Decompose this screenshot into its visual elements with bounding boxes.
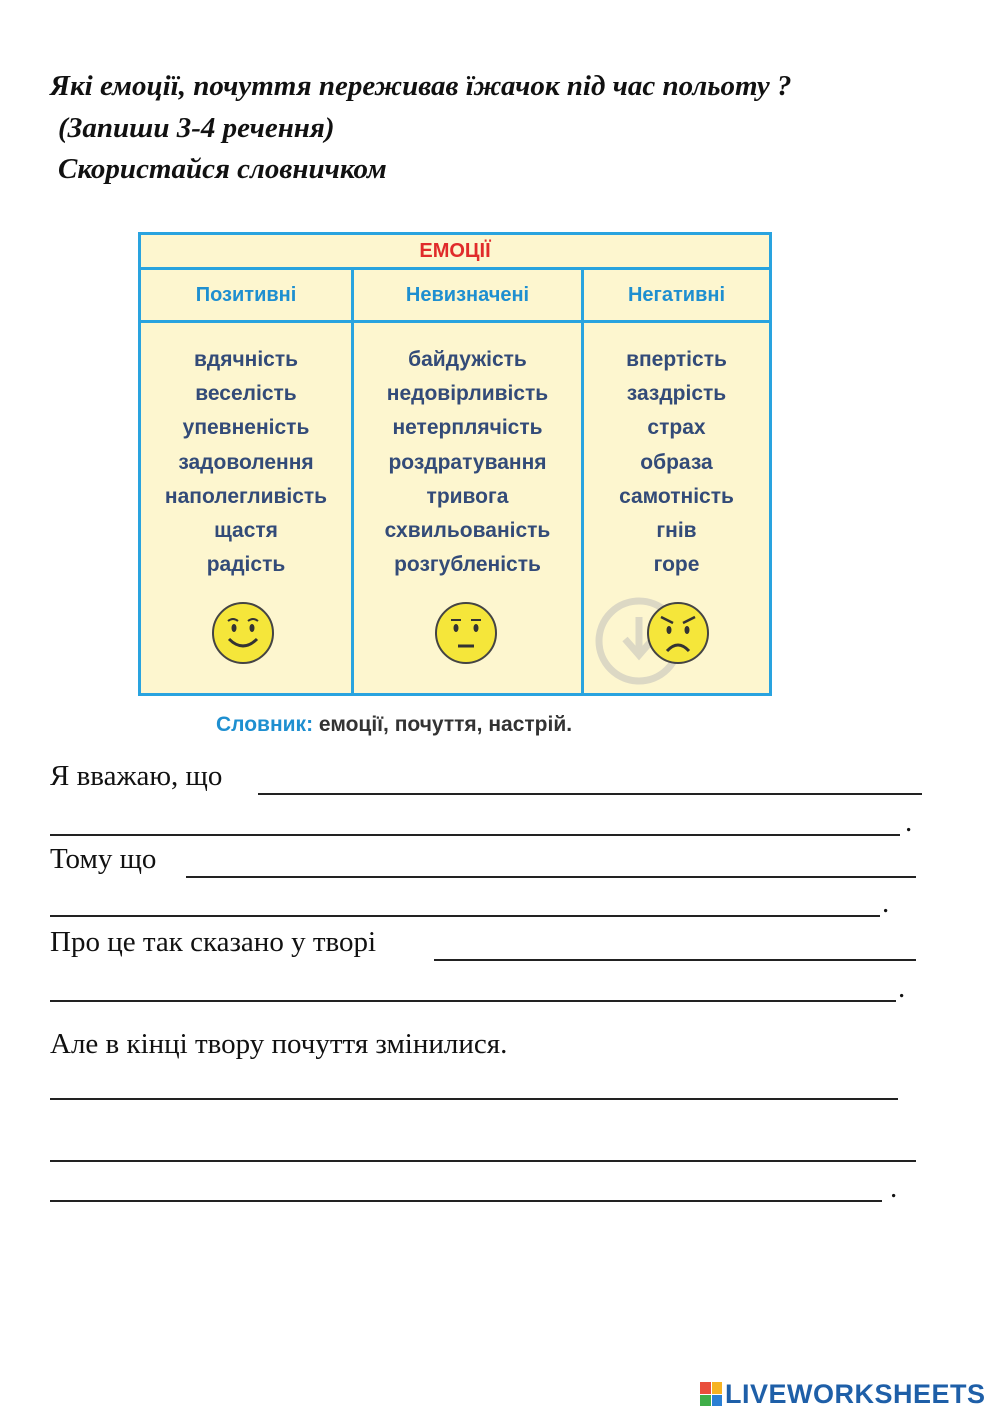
emotion-word: щастя xyxy=(214,519,278,543)
column-header-positive: Позитивні xyxy=(141,270,351,323)
emotion-word: задоволення xyxy=(178,450,314,474)
task-question: Які емоції, почуття переживав їжачок під час польоту ? xyxy=(50,70,792,102)
vocabulary-text: емоції, почуття, настрій. xyxy=(318,713,573,736)
emotion-word: впертість xyxy=(626,348,727,371)
answer-underline xyxy=(186,876,916,878)
liveworksheets-logo-icon xyxy=(700,1382,722,1406)
answer-underline xyxy=(258,793,922,795)
answer-underline xyxy=(434,959,916,961)
answer-input-1[interactable] xyxy=(260,759,920,793)
happy-face-icon xyxy=(211,601,275,665)
answer-input-6[interactable] xyxy=(52,966,894,1000)
answer-input-2[interactable] xyxy=(52,800,898,834)
line-period: . xyxy=(882,887,890,919)
vocabulary-label: Словник: xyxy=(216,713,314,736)
sad-face-icon xyxy=(646,601,710,665)
column-header-negative: Негативні xyxy=(584,270,769,323)
answer-underline xyxy=(50,834,900,836)
emotion-word: заздрість xyxy=(626,382,727,406)
line-period: . xyxy=(905,806,913,838)
emotion-word: байдужість xyxy=(408,348,527,371)
positive-words xyxy=(141,343,351,582)
negative-words xyxy=(584,343,769,582)
emotion-word: розгубленість xyxy=(394,553,541,577)
emotion-word: вдячність xyxy=(193,348,299,371)
emotion-word: веселість xyxy=(195,382,297,406)
emotion-word: упевненість xyxy=(182,416,310,440)
answer-input-8[interactable] xyxy=(52,1126,914,1160)
answer-underline xyxy=(50,1200,882,1202)
liveworksheets-logo[interactable] xyxy=(700,1377,986,1411)
line-period: . xyxy=(898,972,906,1004)
emotion-word: схвильованість xyxy=(384,519,551,543)
logo-text: LIVEWORKSHEETS xyxy=(725,1378,986,1409)
emotion-word: тривога xyxy=(426,484,509,508)
emotion-word: образа xyxy=(640,450,713,474)
line3-prefix: Тому що xyxy=(50,843,157,875)
answer-input-5[interactable] xyxy=(436,925,914,959)
emotion-word: горе xyxy=(653,553,700,577)
answer-underline xyxy=(50,1000,896,1002)
uncertain-words xyxy=(354,343,581,582)
emotions-table xyxy=(138,232,772,696)
emotion-word: гнів xyxy=(656,519,697,543)
neutral-face-icon xyxy=(434,601,498,665)
task-instruction: (Запиши 3-4 речення) xyxy=(58,112,335,144)
emotion-word: страх xyxy=(647,416,706,440)
line-period: . xyxy=(890,1172,898,1204)
column-header-uncertain: Невизначені xyxy=(354,270,581,323)
line5-prefix: Про це так сказано у творі xyxy=(50,926,377,958)
emotion-word: недовірливість xyxy=(386,382,549,406)
vocabulary xyxy=(216,713,572,737)
emotion-word: роздратування xyxy=(388,450,547,474)
answer-input-9[interactable] xyxy=(52,1166,880,1200)
emotion-word: наполегливість xyxy=(164,484,328,508)
line7-text: Але в кінці твору почуття змінилися. xyxy=(50,1028,508,1060)
task-hint: Скористайся словничком xyxy=(58,153,387,185)
emotion-word: радість xyxy=(206,553,286,577)
answer-underline xyxy=(50,1098,898,1100)
emotion-word: нетерплячість xyxy=(392,416,543,440)
answer-input-3[interactable] xyxy=(188,842,914,876)
answer-input-7[interactable] xyxy=(52,1064,896,1098)
emotions-table-title: ЕМОЦІЇ xyxy=(141,235,769,270)
emotion-word: самотність xyxy=(619,484,734,508)
answer-underline xyxy=(50,915,880,917)
line1-prefix: Я вважаю, що xyxy=(50,760,223,792)
answer-input-4[interactable] xyxy=(52,881,878,915)
answer-underline xyxy=(50,1160,916,1162)
